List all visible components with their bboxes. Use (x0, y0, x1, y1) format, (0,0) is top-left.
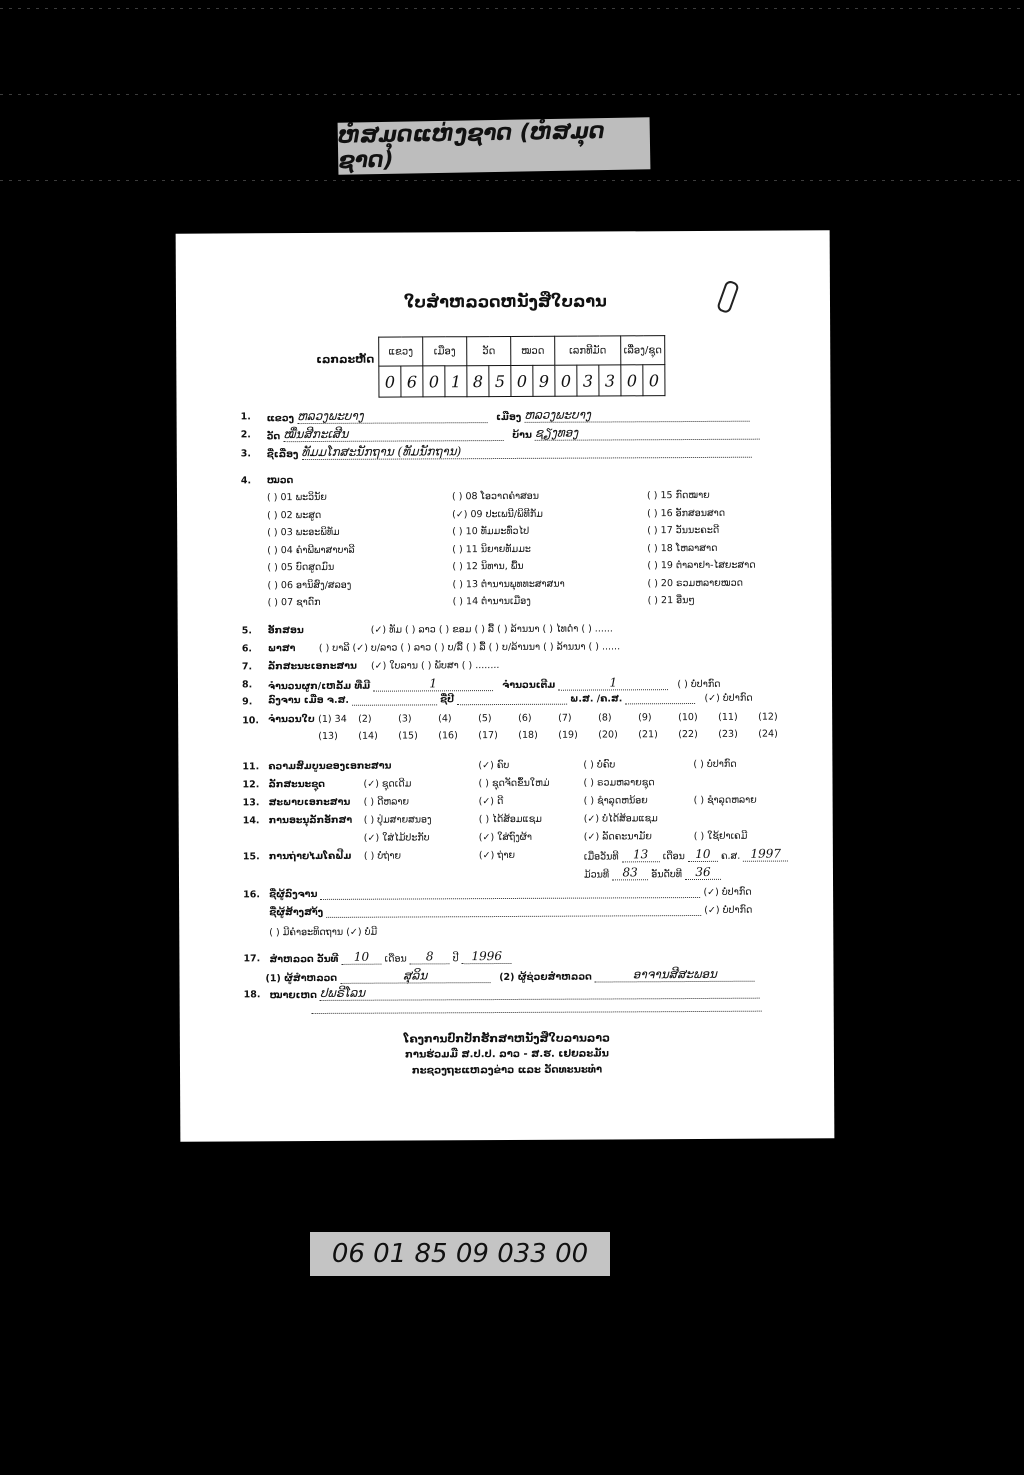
leaf-count-cell: (21) (638, 729, 658, 741)
field-number: 13. (242, 797, 260, 809)
assistant-value: ອາຈານສີສະພອນ (595, 967, 755, 983)
form-title: ໃບສຳຫລວດຫນັງສືໃບລານ (403, 291, 607, 312)
set-option: ( ) ຊຸດຈັດຂຶ້ນໃຫມ່ (478, 777, 550, 790)
field-label: ບ້ານ (512, 429, 532, 441)
microfilm-date: ເມື່ອວັນທີ 13 ເດືອນ 10 ຄ.ສ. 1997 (584, 847, 788, 863)
completeness-option: (✓) ຄົບ (478, 759, 510, 772)
category-option: ( ) 13 ຕຳນານພຸທທະສາສນາ (452, 578, 565, 590)
field-number: 15. (242, 851, 260, 863)
leaf-count-cell: (12) (758, 711, 778, 723)
field-label: ພ.ສ. /ຄ.ສ. (570, 693, 623, 705)
field-label: ຈຳນວນເຕີມ (502, 679, 556, 692)
field-label: ຊື່ເລື່ອງ (266, 449, 299, 461)
field-label: ແຂວງ (266, 413, 295, 425)
code-digit: 8 (467, 366, 489, 397)
cooperation-line: ການຮ່ວມມື ສ.ປ.ປ. ລາວ - ສ.ຮ. ເຢຍລະມັນ (404, 1048, 609, 1061)
field-inscribed (268, 693, 753, 707)
category-option: ( ) 05 ບົດສູດມົນ (267, 561, 335, 574)
leaf-count-cell: (17) (478, 730, 498, 742)
survey-month: 8 (410, 949, 450, 964)
field-number: 3. (240, 448, 252, 460)
category-option: ( ) 14 ຕຳນານເມືອງ (452, 595, 531, 608)
category-option: ( ) 19 ຕຳລາຢາ-ໄສຍະສາດ (647, 559, 756, 572)
temple-value: ໝື່ນສີກະເສີນ (283, 426, 503, 442)
conservation-option: ( ) ໄດ້ສ້ອມແຊມ (478, 813, 542, 826)
code-digit: 0 (379, 366, 401, 397)
code-digit: 0 (643, 365, 665, 396)
field-label: ພາສາ (267, 643, 296, 655)
leaf-count-cell: (22) (678, 728, 698, 741)
field-number: 5. (241, 625, 252, 637)
field-material (268, 660, 500, 672)
not-shown-option: ( ) ບໍ່ປາກົດ (677, 678, 721, 691)
category-option: ( ) 10 ທັມມະທົ່ວໄປ (452, 525, 530, 538)
footer-code-label: 06 01 85 09 033 00 (310, 1232, 610, 1276)
project-name: ໂຄງການປົກປັກຮັກສາຫນັງສືໃບລານລາວ (403, 1031, 610, 1046)
field-label: ຊື່ຜູ້ສ້າງສາ້ງ (269, 906, 324, 919)
leaf-count-cell: (10) (678, 711, 698, 724)
field-label: ລັກສະນະຊຸດ (268, 778, 325, 791)
field-label: ການຖ່າຍໄມໂຄຟີມ (268, 850, 352, 863)
code-digit: 3 (599, 365, 621, 396)
condition-option: ( ) ຊຳລຸດຫນ້ອຍ (583, 795, 648, 807)
category-option: ( ) 21 ອື່ນໆ (647, 595, 695, 607)
field-surveyors (265, 967, 754, 985)
microfilm-year: 1997 (743, 847, 788, 862)
conservation-option: ( ) ໃຊ້ຢາເຄມີ (693, 830, 748, 843)
field-number: 4. (240, 475, 252, 487)
field-label: ຈຳນວນໃບ (268, 713, 315, 726)
field-label: ໝວດ (266, 475, 294, 487)
survey-form (176, 230, 835, 1141)
leaf-count-cell: (13) (318, 730, 338, 742)
field-bundles (268, 675, 721, 692)
conservation-option: (✓) ລັດຄະນາມັຍ (583, 831, 652, 843)
field-label: ວັດ (266, 431, 281, 443)
code-header: ແຂວງ (379, 337, 423, 366)
set-option: ( ) ຣວມຫລາຍຊຸດ (583, 777, 655, 789)
order-value: 36 (685, 865, 721, 880)
conservation-option: ( ) ປຸ່ມສາຍສນອງ (363, 814, 432, 826)
leaf-count-cell: (14) (358, 730, 378, 742)
code-digit: 6 (401, 366, 423, 397)
conservation-option: (✓) ໃສ່ໄມ້ປະກັບ (363, 832, 430, 844)
leaf-count-cell: (23) (718, 728, 738, 740)
roll-value: 83 (612, 865, 648, 880)
category-option: ( ) 06 ອານິສົງ/ສລອງ (267, 579, 352, 591)
field-number: 18. (243, 989, 261, 1001)
bundles-value: 1 (373, 676, 493, 692)
remarks-value: ປພຣີໂລນ (320, 984, 760, 1001)
category-column (647, 487, 756, 610)
leaf-count-cell: (11) (718, 711, 738, 723)
field-number: 14. (242, 815, 260, 827)
leaf-count-cell: (7) (558, 712, 572, 724)
ministry-line: ກະຊວງຖະແຫລງຂ່າວ ແລະ ວັດທະນະທຳ (411, 1064, 603, 1077)
scan-noise-line (0, 94, 1024, 95)
code-digit: 0 (511, 365, 533, 396)
leaf-count-cell: (24) (758, 728, 778, 740)
leaf-count-cell: (5) (478, 713, 492, 725)
category-option: ( ) 08 ໂອວາດຄຳສອນ (451, 490, 540, 503)
field-number: 10. (242, 715, 260, 727)
field-survey-date: ສຳຫລວດ ວັນທີ 10 ເດືອນ 8 ປີ 1996 (269, 949, 511, 965)
condition-option: ( ) ຊຳລຸດຫລາຍ (693, 794, 757, 807)
field-label: (1) ຜູ້ສຳຫລວດ (265, 972, 338, 985)
code-digit: 0 (621, 365, 643, 396)
category-option: ( ) 12 ນິທານ, ພື້ນ (452, 560, 524, 573)
leaf-count-cell: (6) (518, 712, 532, 724)
leaf-count-cell: (16) (438, 730, 458, 742)
leaf-count-cell: (9) (638, 712, 652, 724)
code-header: ໝວດ (511, 336, 555, 365)
code-label: ເລກລະຫັດ (316, 352, 375, 366)
field-number: 12. (242, 779, 260, 791)
microfilm-month: 10 (688, 847, 718, 862)
original-bundles-value: 1 (558, 675, 668, 691)
field-label: ສຳຫລວດ ວັນທີ (269, 953, 339, 966)
category-column (267, 489, 355, 612)
leaf-count-cell: (19) (558, 729, 578, 741)
field-label: (2) ຜູ້ຊ່ວຍສຳຫລວດ (499, 971, 592, 984)
conservation-option: (✓) ໃສ່ຖົງຜ້າ (478, 831, 533, 844)
leaf-count-cell: (3) (398, 713, 412, 725)
leaf-count-cell: (15) (398, 730, 418, 742)
condition-option: (✓) ດີ (478, 796, 504, 808)
village-value: ຊຽງທອງ (535, 425, 760, 441)
field-province (267, 407, 750, 425)
field-number: 7. (241, 661, 253, 673)
category-option: ( ) 01 ພະວິນັຍ (266, 491, 327, 504)
field-remarks (270, 984, 760, 1002)
prayer-options: ( ) ມີຄຳອະທິດຖານ (✓) ບໍ່ມີ (269, 926, 378, 939)
leaf-count-row (318, 728, 798, 742)
leaf-count-cell: (2) (358, 713, 372, 725)
completeness-option: ( ) ບໍ່ປາກົດ (693, 758, 737, 771)
field-sponsor (269, 905, 752, 919)
district-value: ຫລວງພະບາງ (524, 407, 749, 423)
category-option: ( ) 03 ພະອະພິທັມ (267, 526, 340, 539)
code-digit: 0 (555, 365, 577, 396)
set-option: (✓) ຊຸດເດີມ (363, 778, 412, 790)
not-shown-option: (✓) ບໍ່ປາກົດ (704, 904, 753, 916)
code-header: ວັດ (467, 336, 511, 365)
code-header: ເລື່ອງ/ຊຸດ (621, 336, 665, 365)
code-table (378, 335, 665, 398)
field-scribe (269, 887, 752, 901)
microfilm-roll: ມ້ວນທີ 83 ອັນດັບທີ 36 (584, 865, 721, 881)
province-value: ຫລວງພະບາງ (297, 408, 487, 424)
category-option: ( ) 15 ກົດໝາຍ (646, 489, 710, 502)
code-header: ເລກທີມັດ (555, 336, 621, 365)
leaf-count-cell: (8) (598, 712, 612, 724)
field-label: ສະພາບເອກະສານ (268, 796, 351, 809)
field-label: ຈຳນວນຜູກ/ເຫລັ້ມ ທີ່ມີ (267, 680, 371, 693)
field-label: ການອະນຸລັກອັກສາ (268, 814, 353, 827)
field-label: ເມືອງ (496, 411, 522, 424)
field-number: 8. (241, 679, 253, 691)
code-digit: 0 (423, 366, 445, 397)
category-option: ( ) 18 ໂຫລາສາດ (647, 542, 718, 554)
field-number: 11. (242, 761, 260, 773)
category-option: ( ) 20 ຣວມຫລາຍໝວດ (647, 577, 743, 589)
code-digit: 9 (533, 365, 555, 396)
leaf-count-cell: (20) (598, 729, 618, 741)
category-option: ( ) 07 ຊາດົກ (267, 596, 321, 609)
field-label: ຊື່ປີ (440, 694, 455, 706)
microfilm-option: (✓) ຖ່າຍ (478, 849, 516, 862)
field-script (268, 623, 613, 636)
field-label: ອັກສອນ (267, 625, 304, 637)
code-header: ເມືອງ (423, 337, 467, 366)
pen-mark (716, 279, 740, 314)
field-label: ລົງຈານ ເມື່ອ ຈ.ສ. (268, 694, 350, 707)
scan-noise-line (0, 180, 1024, 181)
field-label: ໝາຍເຫດ (269, 989, 318, 1002)
category-option: ( ) 17 ວັນນະຄະດີ (647, 524, 720, 537)
category-column (452, 488, 565, 611)
category-option: ( ) 04 ຄຳພີພາສາບາລີ (267, 544, 355, 556)
category-option: ( ) 02 ພະສູດ (267, 509, 322, 521)
leaf-count-cell: (4) (438, 713, 452, 725)
code-digit: 5 (489, 365, 511, 396)
field-temple (267, 425, 760, 443)
field-number: 16. (243, 889, 260, 901)
microfilm-option: ( ) ບໍ່ຖ່າຍ (363, 850, 402, 862)
category-option: ( ) 11 ນິຍາຍທັມມະ (452, 543, 531, 555)
field-label: ຄວາມສົມບູນຂອງເອກະສານ (268, 760, 392, 773)
field-number: 17. (243, 953, 261, 965)
field-number: 9. (242, 696, 253, 708)
leaf-count-cell: (1) 34 (318, 713, 347, 725)
surveyor-value: ສຸລິນ (340, 968, 490, 984)
code-digit: 1 (445, 366, 467, 397)
category-option: (✓) 09 ປະເພນີ/ພິທີກັມ (452, 508, 543, 520)
title-value: ທັມມໂກສະນັກຖານ (ທັມນັກຖານ) (301, 443, 751, 460)
scan-noise-line (0, 8, 1024, 9)
not-shown-option: (✓) ບໍ່ປາກົດ (704, 692, 753, 704)
not-shown-option: (✓) ບໍ່ປາກົດ (703, 886, 752, 898)
leaf-count-cell: (18) (518, 729, 538, 741)
script-options: (✓) ທັມ ( ) ລາວ ( ) ຂອມ ( ) ລື້ ( ) ລ້ານນາ ( ) ໄທດຳ ( ) ...... (370, 623, 613, 636)
header-label: ຫໍສມຸດແຫ່ງຊາດ (ຫໍສມຸດຊາດ) (338, 117, 651, 174)
field-number: 1. (240, 411, 251, 423)
field-number: 6. (241, 643, 253, 655)
conservation-option: (✓) ບໍ່ໄດ້ສ້ອມແຊມ (583, 813, 658, 825)
field-language (268, 641, 620, 654)
survey-year: 1996 (462, 949, 512, 964)
condition-option: ( ) ດີຫລາຍ (363, 796, 410, 808)
field-label: ລັກສະນະເອກະສານ (267, 660, 358, 673)
category-option: ( ) 16 ອັກສອນສາດ (647, 507, 726, 519)
material-options: (✓) ໃບລານ ( ) ພັບສາ ( ) ........ (370, 660, 500, 672)
completeness-option: ( ) ບໍ່ຄົບ (583, 759, 616, 771)
survey-day: 10 (341, 950, 381, 965)
language-options: ( ) ບາລີ (✓) ບ/ລາວ ( ) ລາວ ( ) ບ/ລື້ ( ) ລື້ ( ) ບ/ລ້ານນາ ( ) ລ້ານນາ ( ) ...... (318, 641, 621, 654)
code-digit: 3 (577, 365, 599, 396)
microfilm-day: 13 (622, 847, 660, 862)
leaf-count-row (318, 711, 798, 725)
field-title (267, 443, 752, 461)
field-label: ຊື່ຜູ້ລົງຈານ (269, 888, 318, 901)
field-number: 2. (240, 429, 251, 441)
